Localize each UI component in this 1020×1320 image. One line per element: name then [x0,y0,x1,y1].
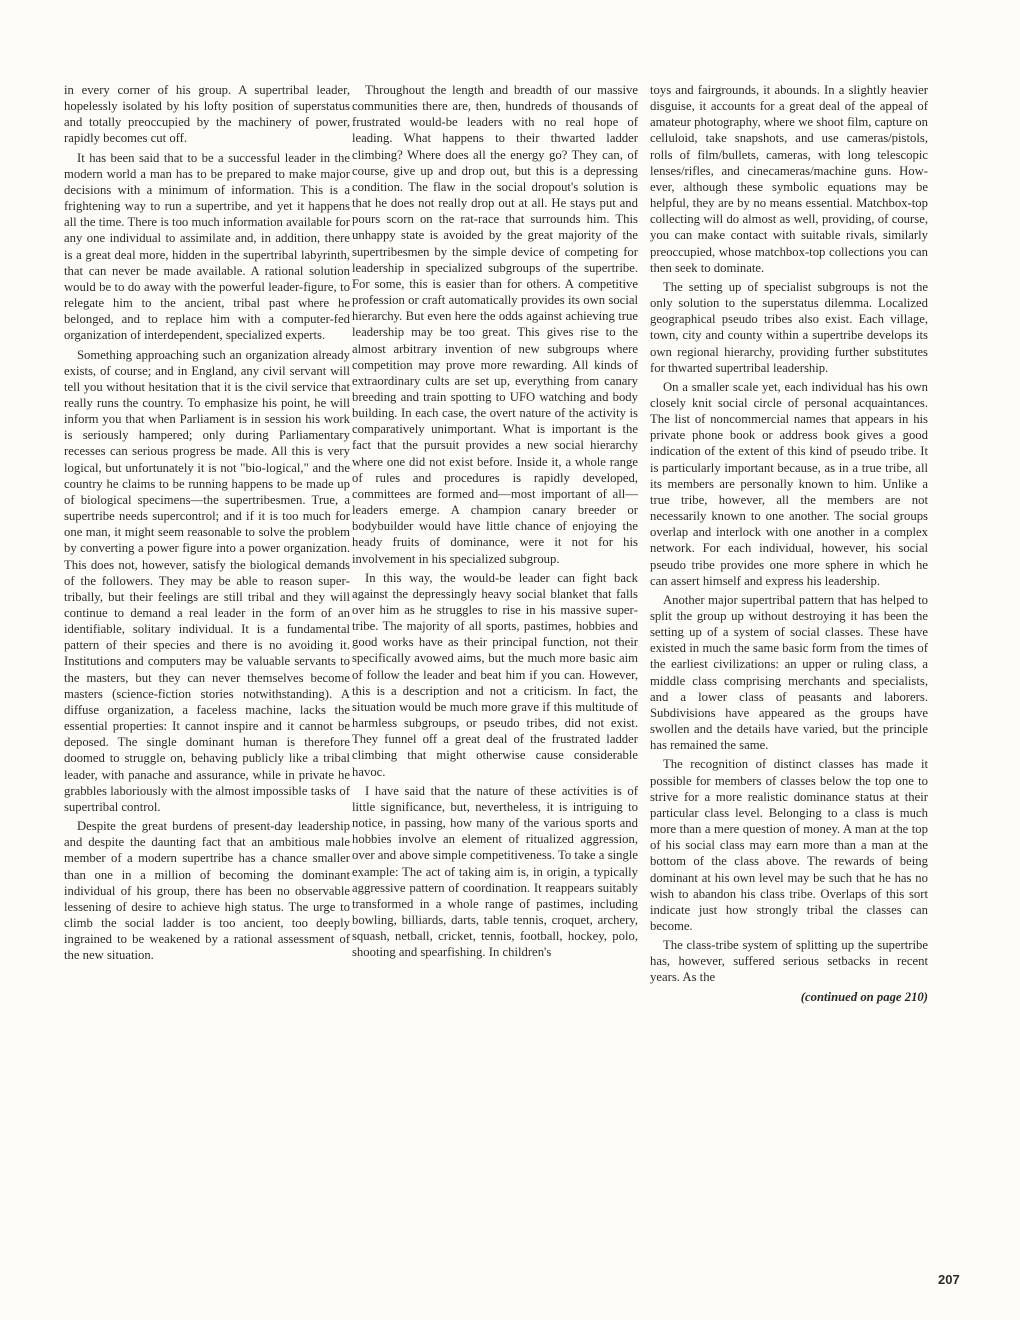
paragraph: It has been said that to be a successful leader in the modern world a man has to be prepared to make major decisions with a minimum of information. This is a frightening way to run a supertribe, and yet it happens all the time. There is too much information available for any one individual to assimilate and, in addition, there is a great deal more, hidden in the supertribal labyrinth, that can never be made available. A rational solution would be to do away with the powerful leader-figure, to relegate him to the ancient, tribal past where he belonged, and to replace him with a computer-fed organization of interdependent, specialized experts. [64,150,350,343]
continued-note: (continued on page 210) [800,989,928,1004]
paragraph: In this way, the would-be leader can fight back against the depressingly heavy social blanket that falls over him as he struggles to rise in his massive supertribe. The majority of all sports, pastimes, hobbies and good works have as their principal function, not their specifically avowed aims, but the much more basic aim of follow the leader and beat him if you can. However, this is a description and not a criticism. In fact, the situation would be much more grave if this multitude of harmless subgroups, or pseudo tribes, did not exist. They funnel off a great deal of the frustrated ladder climbing that might otherwise cause considerable havoc. [352,570,638,779]
paragraph: The setting up of specialist subgroups is not the only solution to the superstatus dilemma. Localized geographical pseudo tribes also exist. Each village, town, city and county within a supertribe develops its own regional hierarchy, providing further substitutes for thwarted supertribal leadership. [650,279,928,375]
paragraph: Despite the great burdens of present-day leadership and despite the daunting fact that an ambitious male member of a modern supertribe has a chance smaller than one in a million of becoming the dominant individual of his group, there has been no observable lessening of desire to achieve high status. The urge to climb the social ladder is too ancient, too deeply ingrained to be weakened by a rational assessment of the new situation. [64,819,350,963]
paragraph: Another major supertribal pattern that has helped to split the group up without destroying it has been the setting up of a system of social classes. These have existed in much the same basic form from the times of the earliest civilizations: an upper or ruling class, a middle class comprising merchants and specialists, and a lower class of peasants and laborers. Subdivisions have appeared as the groups have swollen and the details have varied, but the principle has remained the same. [650,592,928,753]
paragraph: The class-tribe system of splitting up the supertribe has, however, suffered serious setbacks in recent years. As the [650,938,928,985]
paragraph: toys and fairgrounds, it abounds. In a slightly heavier disguise, it accounts for a great deal of the appeal of amateur photography, where we shoot film, capture on celluloid, take snapshots, and use cameras/pistols, rolls of film/bullets, cameras, with long telescopic lenses/rifles, and cinecameras/machine guns. However, although these symbolic equations may be helpful, they are by no means essential. Matchbox-top collecting will do almost as well, providing, of course, you can make contact with suitable rivals, similarly preoccupied, whose matchbox-top collections you can then seek to dominate. [650,83,928,275]
paragraph: in every corner of his group. A supertribal leader, hopelessly isolated by his lofty position of superstatus and totally preoccupied by the machinery of power, rapidly becomes cut off. [64,83,350,146]
paragraph: Throughout the length and breadth of our massive communities there are, then, hundreds of thousands of frustrated would-be leaders with no real hope of leading. What happens to their thwarted ladder climbing? Where does all the energy go? They can, of course, give up and drop out, but this is a depressing condition. The flaw in the social dropout's solution is that he does not really drop out at all. He stays put and pours scorn on the rat-race that surrounds him. This unhappy state is avoided by the great majority of the supertribesmen by the simple device of competing for leadership in specialized subgroups of the supertribe. For some, this is easier than for others. A competitive profession or craft automatically provides its own social hierarchy. But even here the odds against achieving true leadership may be too great. This gives rise to the almost arbitrary invention of new subgroups where competition may prove more rewarding. All kinds of extraordinary cults are set up, everything from canary breeding and train spotting to UFO watching and body building. In each case, the overt nature of the activity is comparatively unimportant. What is important is the fact that the pursuit provides a new social hierarchy where one did not exist before. Inside it, a whole range of rules and procedures is rapidly developed, committees are formed and—most important of all—leaders emerge. A champion canary breeder or bodybuilder would have little chance of enjoying the heady fruits of dominance, were it not for his involvement in his specialized subgroup. [352,83,638,566]
text-column-2 [352,82,638,963]
page-number: 207 [938,1272,960,1287]
text-column-1 [64,82,350,966]
text-column-3 [650,82,928,1005]
paragraph: I have said that the nature of these activities is of little significance, but, nevertheless, it is intriguing to notice, in passing, how many of the various sports and hobbies involve an element of ritualized aggression, over and above simple competitiveness. To take a single example: The act of taking aim is, in origin, a typically aggressive pattern of coordination. It reappears suitably transformed in a whole range of pastimes, including bowling, billiards, darts, table tennis, croquet, archery, squash, netball, cricket, tennis, football, hockey, polo, shooting and spearfishing. In children's [352,783,638,960]
paragraph: On a smaller scale yet, each individual has his own closely knit social circle of personal acquaintances. The list of noncommercial names that appears in his private phone book or address book gives a good indication of the extent of this kind of pseudo tribe. It is particularly important because, as in a true tribe, all its members are personally known to him. Unlike a true tribe, however, all the members are not necessarily known to one another. The social groups overlap and interlock with one another in a complex network. For each individual, however, his social pseudo tribe provides one more sphere in which he can assert himself and express his leadership. [650,379,928,588]
paragraph: The recognition of distinct classes has made it possible for members of classes below the top one to strive for a more realistic dominance status at their particular class level. Belonging to a class is much more than a mere question of money. A man at the top of his social class may earn more than a man at the bottom of the class above. The rewards of being dominant at his own level may be such that he has no wish to abandon his class tribe. Overlaps of this sort indicate just how strongly tribal the classes can become. [650,757,928,933]
paragraph: Something approaching such an organization already exists, of course; and in England, any civil servant will tell you without hesitation that it is the civil service that really runs the country. To emphasize his point, he will inform you that when Parliament is in session his work is seriously hampered; only during Parliamentary recesses can serious progress be made. All this is very logical, but unfortunately it is not "bio-logical," and the country he claims to be running happens to be made up of biological specimens—the supertribesmen. True, a supertribe needs supercontrol; and if it is too much for one man, it might seem reasonable to solve the problem by converting a power figure into a power organization. This does not, however, satisfy the biological demands of the followers. They may be able to reason supertribally, but their feelings are still tribal and they will continue to demand a real leader in the form of an identifiable, solitary individual. It is a fundamental pattern of their species and there is no avoiding it. Institutions and computers may be valuable servants to the masters, but they can never themselves become masters (science-fiction stories notwithstanding). A diffuse organization, a faceless machine, lacks the essential properties: It cannot inspire and it cannot be deposed. The single dominant human is therefore doomed to struggle on, behaving publicly like a tribal leader, with panache and assurance, while in private he grabbles laboriously with the almost impossible tasks of supertribal control. [64,347,350,814]
